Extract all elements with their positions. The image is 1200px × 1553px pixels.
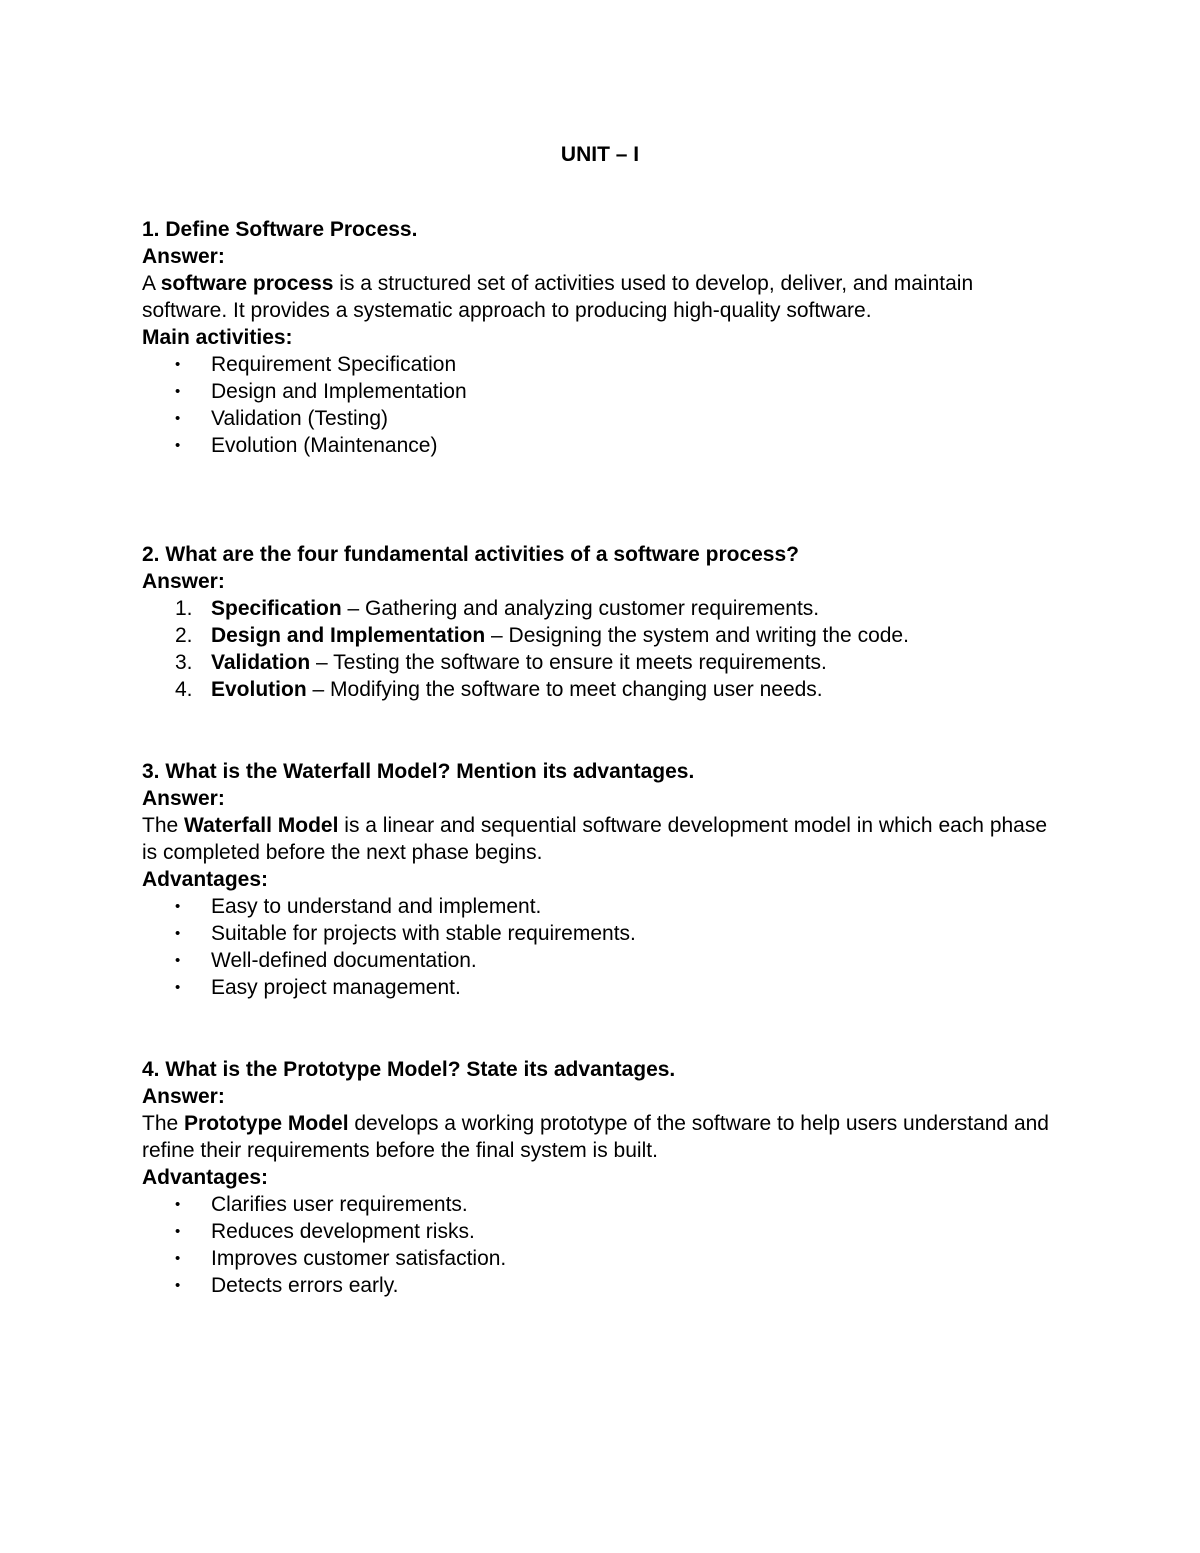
list-item-text: Suitable for projects with stable requirements. xyxy=(211,922,636,945)
question-4-section xyxy=(142,1056,1062,1299)
list-item-term: Validation xyxy=(211,651,311,674)
question-1-section xyxy=(142,216,1062,459)
list-item xyxy=(142,622,1062,649)
question-4-para-pre: The xyxy=(142,1112,185,1135)
question-3-advantages-list xyxy=(142,893,1062,1001)
list-item xyxy=(142,920,1062,947)
list-item xyxy=(142,595,1062,622)
bullet-icon: • xyxy=(175,1250,181,1267)
bullet-icon: • xyxy=(175,1277,181,1294)
bullet-icon: • xyxy=(175,383,181,400)
list-item-text: Improves customer satisfaction. xyxy=(211,1247,507,1270)
question-4-heading: 4. What is the Prototype Model? State its advantages. xyxy=(142,1058,676,1081)
list-item-term: Specification xyxy=(211,597,342,620)
list-item-desc: – Designing the system and writing the code. xyxy=(485,624,909,647)
list-item-text: Detects errors early. xyxy=(211,1274,399,1297)
document-title: UNIT – I xyxy=(560,143,640,166)
list-item xyxy=(142,947,1062,974)
list-item xyxy=(142,378,1062,405)
question-1-answer-label: Answer: xyxy=(142,245,225,268)
bullet-icon: • xyxy=(175,437,181,454)
question-4-answer-label: Answer: xyxy=(142,1085,225,1108)
list-item-text: Well-defined documentation. xyxy=(211,949,477,972)
list-item-text: Requirement Specification xyxy=(211,353,457,376)
list-item xyxy=(142,1191,1062,1218)
question-2-activities-list xyxy=(142,595,1062,703)
question-3-para-term: Waterfall Model xyxy=(184,814,339,837)
question-3-para-post: is a linear and sequential software development model in which each phase is completed before the next phase begins. xyxy=(142,814,1048,864)
list-item-desc: – Testing the software to ensure it meets requirements. xyxy=(310,651,827,674)
list-item-text: Easy project management. xyxy=(211,976,461,999)
question-1-para-term: software process xyxy=(160,272,334,295)
question-1-para-post: is a structured set of activities used to develop, deliver, and maintain software. It provides a systematic approach to producing high-quality software. xyxy=(142,272,974,322)
bullet-icon: • xyxy=(175,898,181,915)
question-4-answer-paragraph xyxy=(142,1110,1062,1164)
question-4-list-label: Advantages: xyxy=(142,1166,269,1189)
list-item xyxy=(142,351,1062,378)
bullet-icon: • xyxy=(175,1196,181,1213)
question-3-list-label: Advantages: xyxy=(142,868,269,891)
question-3-heading: 3. What is the Waterfall Model? Mention its advantages. xyxy=(142,760,695,783)
list-item-number: 1. xyxy=(175,597,193,620)
list-item-number: 2. xyxy=(175,624,193,647)
question-3-para-pre: The xyxy=(142,814,185,837)
question-2-answer-label: Answer: xyxy=(142,570,225,593)
list-item xyxy=(142,676,1062,703)
bullet-icon: • xyxy=(175,925,181,942)
bullet-icon: • xyxy=(175,1223,181,1240)
question-3-answer-paragraph xyxy=(142,812,1062,866)
list-item xyxy=(142,405,1062,432)
list-item-number: 4. xyxy=(175,678,193,701)
list-item-term: Evolution xyxy=(211,678,307,701)
question-1-answer-paragraph xyxy=(142,270,1062,324)
list-item-desc: – Modifying the software to meet changing user needs. xyxy=(306,678,823,701)
question-4-para-term: Prototype Model xyxy=(184,1112,349,1135)
list-item xyxy=(142,1245,1062,1272)
list-item-text: Clarifies user requirements. xyxy=(211,1193,468,1216)
question-3-answer-label: Answer: xyxy=(142,787,225,810)
bullet-icon: • xyxy=(175,356,181,373)
question-2-section xyxy=(142,541,1062,703)
list-item xyxy=(142,432,1062,459)
list-item xyxy=(142,893,1062,920)
list-item-text: Design and Implementation xyxy=(211,380,467,403)
question-1-para-pre: A xyxy=(142,272,161,295)
list-item xyxy=(142,649,1062,676)
bullet-icon: • xyxy=(175,952,181,969)
question-1-list-label: Main activities: xyxy=(142,326,293,349)
list-item xyxy=(142,974,1062,1001)
list-item xyxy=(142,1272,1062,1299)
bullet-icon: • xyxy=(175,979,181,996)
question-4-para-post: develops a working prototype of the software to help users understand and refine their requirements before the final system is built. xyxy=(142,1112,1049,1162)
list-item-text: Validation (Testing) xyxy=(211,407,389,430)
list-item-text: Evolution (Maintenance) xyxy=(211,434,438,457)
list-item-number: 3. xyxy=(175,651,193,674)
bullet-icon: • xyxy=(175,410,181,427)
list-item xyxy=(142,1218,1062,1245)
question-2-heading: 2. What are the four fundamental activities of a software process? xyxy=(142,543,799,566)
list-item-text: Easy to understand and implement. xyxy=(211,895,542,918)
question-1-heading: 1. Define Software Process. xyxy=(142,218,418,241)
list-item-desc: – Gathering and analyzing customer requirements. xyxy=(341,597,820,620)
list-item-term: Design and Implementation xyxy=(211,624,486,647)
question-1-activities-list xyxy=(142,351,1062,459)
question-4-advantages-list xyxy=(142,1191,1062,1299)
list-item-text: Reduces development risks. xyxy=(211,1220,475,1243)
question-3-section xyxy=(142,758,1062,1001)
